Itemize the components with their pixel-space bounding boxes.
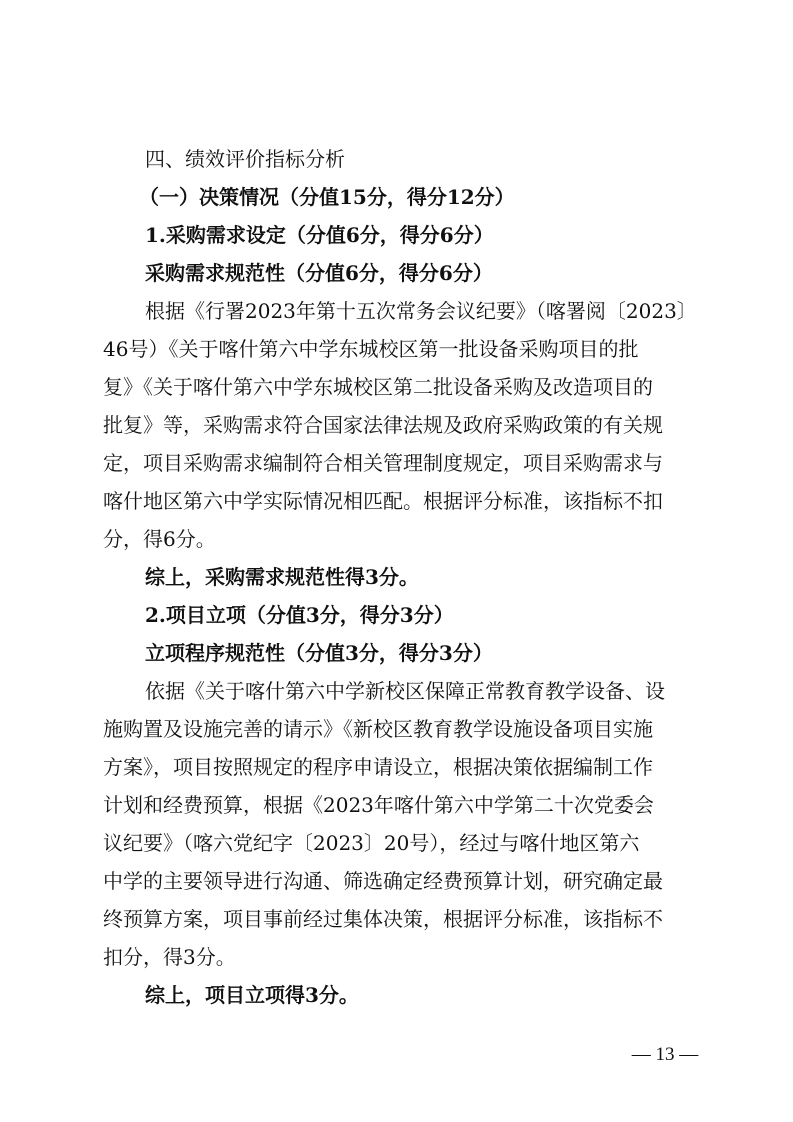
page-content bbox=[103, 140, 695, 1014]
subsection-title-decision: （一）决策情况（分值15分，得分12分） bbox=[139, 185, 515, 209]
paragraph-line: 复》《关于喀什第六中学东城校区第二批设备采购及改造项目的 bbox=[103, 375, 653, 399]
paragraph-line: 分，得6分。 bbox=[103, 527, 216, 551]
paragraph-line: 46号）《关于喀什第六中学东城校区第一批设备采购项目的批 bbox=[103, 337, 639, 361]
paragraph-line: 依据《关于喀什第六中学新校区保障正常教育教学设备、设 bbox=[145, 679, 665, 703]
paragraph-line: 中学的主要领导进行沟通、筛选确定经费预算计划，研究确定最 bbox=[103, 869, 663, 893]
paragraph-line: 定，项目采购需求编制符合相关管理制度规定，项目采购需求与 bbox=[103, 451, 663, 475]
paragraph-project-approval bbox=[103, 672, 695, 976]
paragraph-line: 方案》，项目按照规定的程序申请设立，根据决策依据编制工作 bbox=[103, 755, 653, 779]
item-subtitle-demand-standard: 采购需求规范性（分值6分，得分6分） bbox=[145, 261, 493, 285]
summary-project-approval: 综上，项目立项得3分。 bbox=[145, 983, 359, 1007]
summary-procurement-demand: 综上，采购需求规范性得3分。 bbox=[145, 565, 419, 589]
paragraph-line: 根据《行署2023年第十五次常务会议纪要》（喀署阅〔2023〕 bbox=[145, 299, 697, 323]
item-title-project-approval: 2.项目立项（分值3分，得分3分） bbox=[145, 603, 454, 627]
paragraph-line: 计划和经费预算，根据《2023年喀什第六中学第二十次党委会 bbox=[103, 793, 654, 817]
item-subtitle-approval-procedure: 立项程序规范性（分值3分，得分3分） bbox=[145, 641, 493, 665]
paragraph-line: 施购置及设施完善的请示》《新校区教育教学设施设备项目实施 bbox=[103, 717, 653, 741]
paragraph-line: 终预算方案，项目事前经过集体决策，根据评分标准，该指标不 bbox=[103, 907, 663, 931]
item-title-procurement-demand: 1.采购需求设定（分值6分，得分6分） bbox=[145, 223, 494, 247]
paragraph-line: 扣分，得3分。 bbox=[103, 945, 236, 969]
page-number: — 13 — bbox=[631, 1044, 699, 1065]
paragraph-procurement-demand bbox=[103, 292, 695, 558]
paragraph-line: 批复》等，采购需求符合国家法律法规及政府采购政策的有关规 bbox=[103, 413, 663, 437]
paragraph-line: 议纪要》（喀六党纪字〔2023〕20号），经过与喀什地区第六 bbox=[103, 831, 640, 855]
section-title: 四、绩效评价指标分析 bbox=[145, 147, 345, 171]
paragraph-line: 喀什地区第六中学实际情况相匹配。根据评分标准，该指标不扣 bbox=[103, 489, 663, 513]
